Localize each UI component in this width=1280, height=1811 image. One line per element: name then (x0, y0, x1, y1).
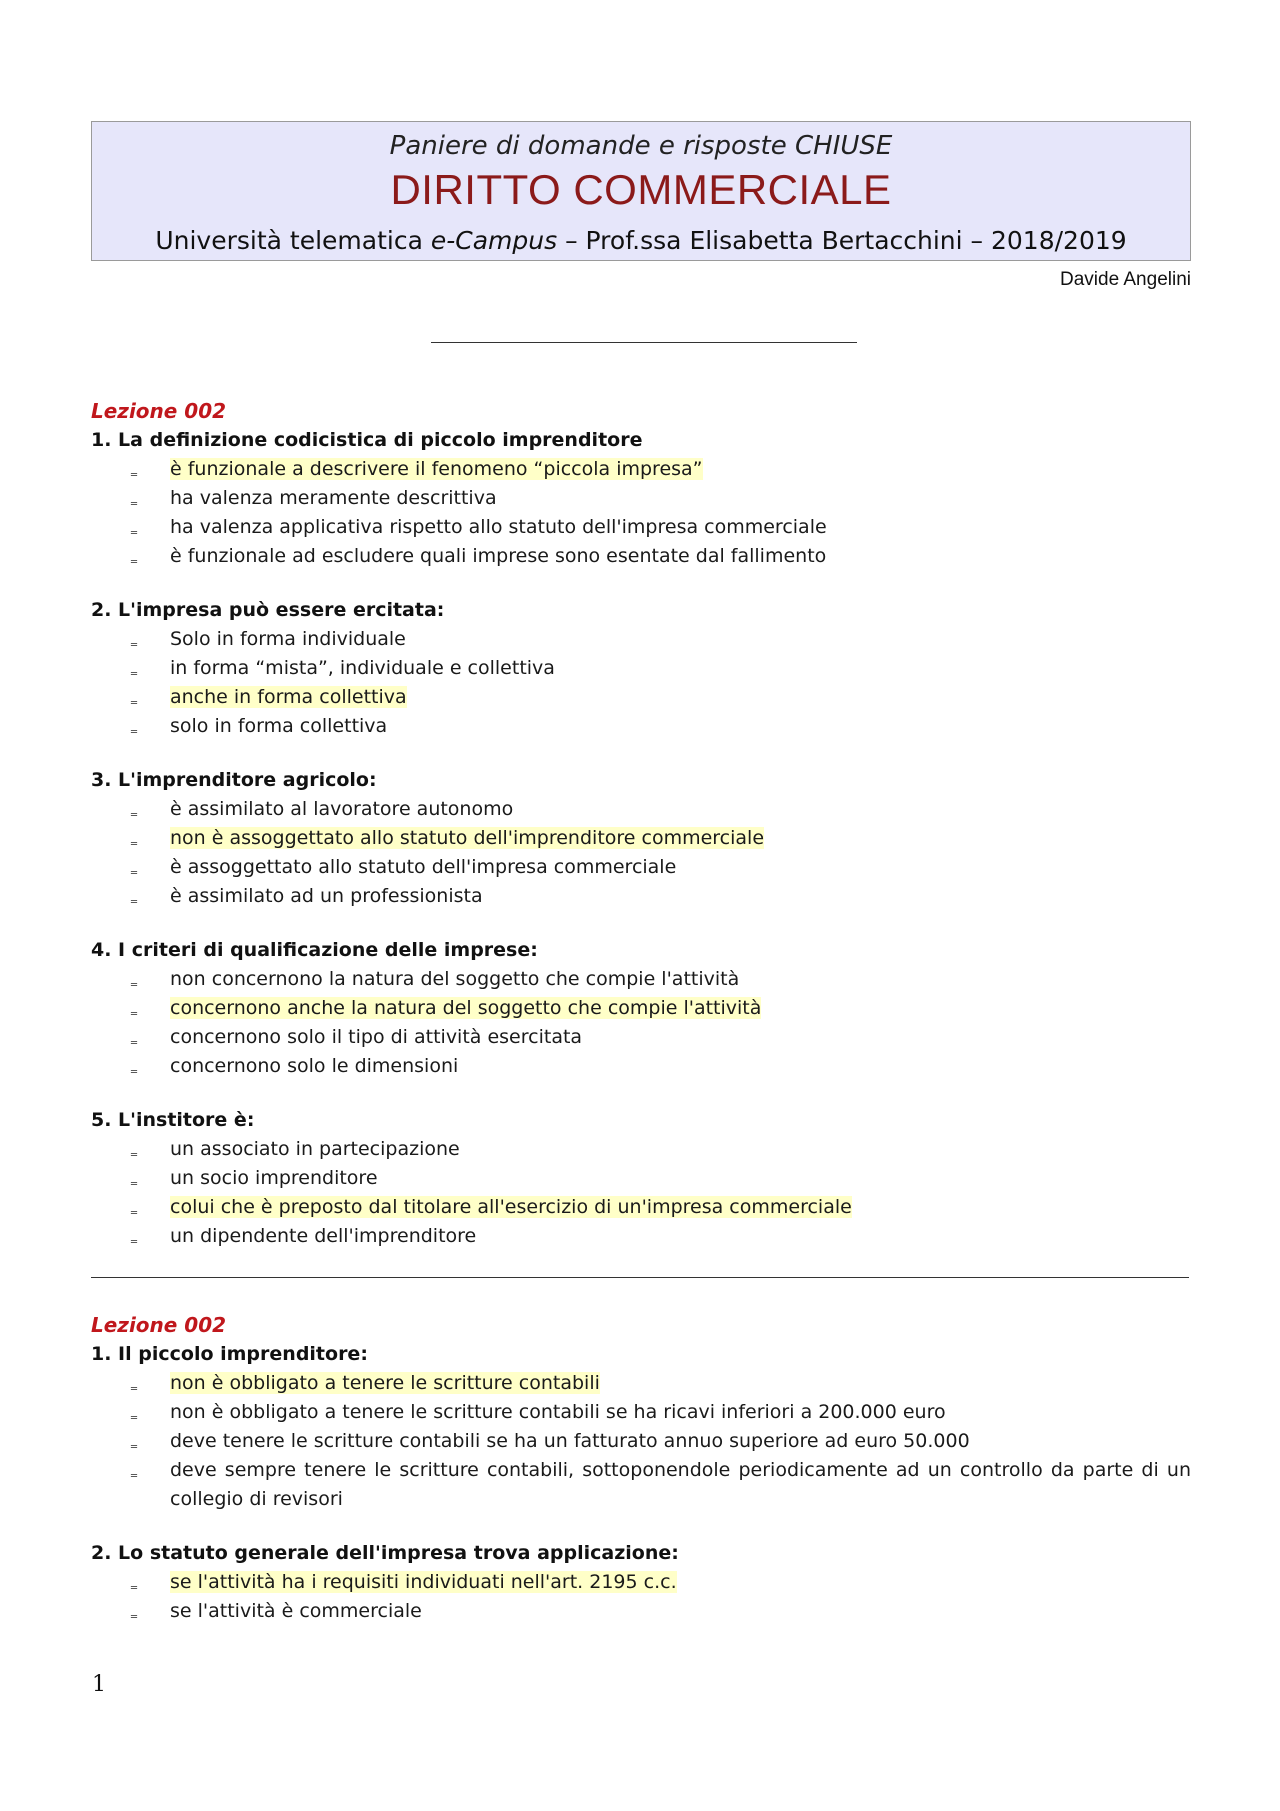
correct-answer-highlight: anche in forma collettiva (170, 686, 407, 708)
question: 1. La definizione codicistica di piccolo imprenditore (91, 429, 643, 451)
bullet-icon: ‗ (131, 462, 137, 476)
answer-item (91, 994, 1191, 1023)
bullet-icon: ‗ (131, 520, 137, 534)
bullet-icon: ‗ (131, 802, 137, 816)
answer-text: non è obbligato a tenere le scritture contabili se ha ricavi inferiori a 200.000 euro (170, 1401, 946, 1423)
question: 4. I criteri di qualificazione delle imprese: (91, 939, 538, 961)
answer-item (91, 625, 1191, 654)
bullet-icon: ‗ (131, 1200, 137, 1214)
answer-item (91, 882, 1191, 911)
answer-item (91, 1456, 1191, 1514)
short-divider (431, 342, 857, 343)
answer-item (91, 1398, 1191, 1427)
answer-item (91, 1568, 1191, 1597)
lesson-section-1 (91, 397, 1191, 1251)
answer-text: è funzionale ad escludere quali imprese sono esentate dal fallimento (170, 545, 827, 567)
answer-text: non concernono la natura del soggetto che compie l'attività (170, 968, 740, 990)
document-title: DIRITTO COMMERCIALE (390, 166, 892, 213)
answer-text: è assoggettato allo statuto dell'impresa commerciale (170, 856, 677, 878)
answer-item (91, 1369, 1191, 1398)
section-divider (91, 1277, 1189, 1278)
subtitle-text: Paniere di domande e risposte CHIUSE (389, 131, 893, 161)
answer-item (91, 1023, 1191, 1052)
subtitle-emphasis: CHIUSE (794, 131, 893, 161)
correct-answer-highlight: non è obbligato a tenere le scritture contabili (170, 1372, 600, 1394)
answer-item (91, 484, 1191, 513)
answer-item (91, 965, 1191, 994)
bullet-icon: ‗ (131, 1604, 137, 1618)
correct-answer-highlight: concernono anche la natura del soggetto che compie l'attività (170, 997, 762, 1019)
answer-item (91, 455, 1191, 484)
lesson-heading: Lezione 002 (91, 399, 227, 423)
bullet-icon: ‗ (131, 1229, 137, 1243)
answer-text: è assimilato ad un professionista (170, 885, 483, 907)
answer-text: se l'attività è commerciale (170, 1600, 422, 1622)
bullet-icon: ‗ (131, 491, 137, 505)
answer-item (91, 1164, 1191, 1193)
correct-answer-highlight: se l'attività ha i requisiti individuati nell'art. 2195 c.c. (170, 1571, 677, 1593)
bullet-icon: ‗ (131, 719, 137, 733)
answer-item (91, 1135, 1191, 1164)
question: 2. Lo statuto generale dell'impresa trova applicazione: (91, 1542, 679, 1564)
answer-item (91, 654, 1191, 683)
answer-text: deve tenere le scritture contabili se ha un fatturato annuo superiore ad euro 50.000 (170, 1430, 970, 1452)
header-subtitle (92, 131, 1190, 161)
answer-text: Solo in forma individuale (170, 628, 406, 650)
bullet-icon: ‗ (131, 690, 137, 704)
answer-text: ha valenza applicativa rispetto allo statuto dell'impresa commerciale (170, 516, 827, 538)
bullet-icon: ‗ (131, 1171, 137, 1185)
correct-answer-highlight: colui che è preposto dal titolare all'esercizio di un'impresa commerciale (170, 1196, 852, 1218)
bullet-icon: ‗ (131, 549, 137, 563)
correct-answer-highlight: non è assoggettato allo statuto dell'imprenditore commerciale (170, 827, 765, 849)
bullet-icon: ‗ (131, 1575, 137, 1589)
answer-text: concernono solo il tipo di attività esercitata (170, 1026, 583, 1048)
page-number: 1 (92, 1672, 106, 1697)
question: 2. L'impresa può essere ercitata: (91, 599, 445, 621)
author-name: Davide Angelini (1060, 269, 1191, 290)
correct-answer-highlight: è funzionale a descrivere il fenomeno “piccola impresa” (170, 458, 703, 480)
answer-text: in forma “mista”, individuale e collettiva (170, 657, 555, 679)
bullet-icon: ‗ (131, 972, 137, 986)
answer-item (91, 795, 1191, 824)
answer-item (91, 1597, 1191, 1626)
answer-text: concernono solo le dimensioni (170, 1055, 459, 1077)
answer-text: è assimilato al lavoratore autonomo (170, 798, 514, 820)
bullet-icon: ‗ (131, 632, 137, 646)
answer-item (91, 1193, 1191, 1222)
answer-item (91, 712, 1191, 741)
answer-item (91, 513, 1191, 542)
bullet-icon: ‗ (131, 1030, 137, 1044)
answer-item (91, 683, 1191, 712)
answer-item (91, 542, 1191, 571)
campus-name: e-Campus (430, 226, 558, 255)
university-line: Università telematica e-Campus – Prof.ssa Elisabetta Bertacchini – 2018/2019 (155, 226, 1127, 255)
answer-item (91, 853, 1191, 882)
answer-item (91, 1222, 1191, 1251)
answer-item (91, 824, 1191, 853)
bullet-icon: ‗ (131, 1463, 137, 1477)
bullet-icon: ‗ (131, 1405, 137, 1419)
answer-text: un associato in partecipazione (170, 1138, 460, 1160)
question: 5. L'institore è: (91, 1109, 255, 1131)
answer-text: ha valenza meramente descrittiva (170, 487, 497, 509)
answer-item (91, 1052, 1191, 1081)
bullet-icon: ‗ (131, 889, 137, 903)
header-box (91, 121, 1191, 261)
answer-text: un dipendente dell'imprenditore (170, 1225, 477, 1247)
lesson-heading: Lezione 002 (91, 1313, 227, 1337)
lesson-section-2 (91, 1311, 1191, 1626)
bullet-icon: ‗ (131, 1059, 137, 1073)
bullet-icon: ‗ (131, 1376, 137, 1390)
bullet-icon: ‗ (131, 661, 137, 675)
question: 3. L'imprenditore agricolo: (91, 769, 377, 791)
answer-text: un socio imprenditore (170, 1167, 378, 1189)
bullet-icon: ‗ (131, 1001, 137, 1015)
answer-text: solo in forma collettiva (170, 715, 388, 737)
bullet-icon: ‗ (131, 1142, 137, 1156)
question: 1. Il piccolo imprenditore: (91, 1343, 368, 1365)
bullet-icon: ‗ (131, 1434, 137, 1448)
answer-item (91, 1427, 1191, 1456)
bullet-icon: ‗ (131, 831, 137, 845)
answer-text: deve sempre tenere le scritture contabili, sottoponendole periodicamente ad un controllo da parte di un collegio di revisori (170, 1459, 1191, 1510)
bullet-icon: ‗ (131, 860, 137, 874)
